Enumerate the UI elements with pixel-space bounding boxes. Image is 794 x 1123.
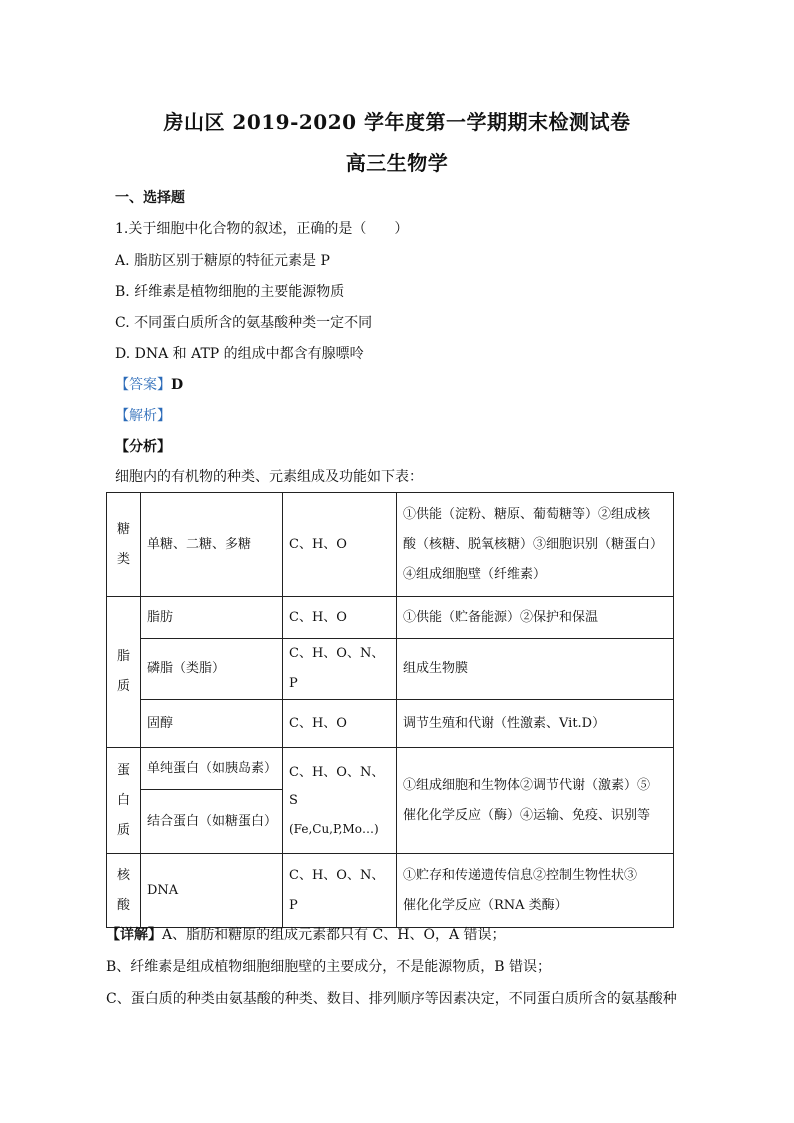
function-cell: 组成生物膜 (397, 639, 674, 700)
answer-value: D (171, 377, 184, 393)
elements-cell: C、H、O (283, 700, 397, 748)
answer-line (115, 374, 183, 394)
detail-line-c: C、蛋白质的种类由氨基酸的种类、数目、排列顺序等因素决定，不同蛋白质所含的氨基酸种 (106, 991, 677, 1007)
function-cell: 调节生殖和代谢（性激素、Vit.D） (397, 700, 674, 748)
name-cell: 单糖、二糖、多糖 (141, 493, 283, 597)
function-cell: ①供能（淀粉、糖原、葡萄糖等）②组成核 酸（核糖、脱氧核糖）③细胞识别（糖蛋白） ④组成细胞壁（纤维素） (397, 493, 674, 597)
organic-compounds-table (106, 492, 674, 928)
elements-cell: C、H、O (283, 493, 397, 597)
category-cell-sugar: 糖 类 (107, 493, 141, 597)
name-cell: DNA (141, 854, 283, 928)
option-b: B. 纤维素是植物细胞的主要能源物质 (115, 284, 345, 300)
name-cell: 单纯蛋白（如胰岛素） (141, 748, 283, 790)
analysis-sub-label: 【分析】 (115, 439, 171, 455)
function-cell: ①组成细胞和生物体②调节代谢（激素）⑤ 催化化学反应（酶）④运输、免疫、识别等 (397, 748, 674, 854)
answer-label: 【答案】 (115, 377, 171, 393)
table-row (107, 597, 674, 639)
question-stem: 1.关于细胞中化合物的叙述，正确的是（ ） (115, 221, 409, 237)
elements-cell: C、H、O、N、P (283, 639, 397, 700)
detail-line-a: 【详解】A、脂肪和糖原的组成元素都只有 C、H、O，A 错误； (106, 927, 506, 943)
elements-cell: C、H、O (283, 597, 397, 639)
name-cell: 磷脂（类脂） (141, 639, 283, 700)
document-title: 房山区 2019-2020 学年度第一学期期末检测试卷 (163, 110, 631, 134)
analysis-label: 【解析】 (115, 408, 171, 424)
elements-cell: C、H、O、N、S (Fe,Cu,P,Mo…) (283, 748, 397, 854)
category-cell-nucleic: 核 酸 (107, 854, 141, 928)
option-c: C. 不同蛋白质所含的氨基酸种类一定不同 (115, 315, 373, 331)
table-row (107, 748, 674, 790)
detail-label: 【详解】 (106, 927, 162, 943)
analysis-intro: 细胞内的有机物的种类、元素组成及功能如下表： (115, 469, 423, 485)
document-subtitle: 高三生物学 (345, 151, 449, 175)
function-cell: ①供能（贮备能源）②保护和保温 (397, 597, 674, 639)
name-cell: 脂肪 (141, 597, 283, 639)
table-row (107, 854, 674, 928)
section-heading: 一、选择题 (115, 190, 185, 206)
detail-line-b: B、纤维素是组成植物细胞细胞壁的主要成分，不是能源物质，B 错误； (106, 959, 552, 975)
name-cell: 结合蛋白（如糖蛋白） (141, 790, 283, 854)
elements-cell: C、H、O、N、P (283, 854, 397, 928)
category-cell-protein: 蛋 白 质 (107, 748, 141, 854)
function-cell: ①贮存和传递遗传信息②控制生物性状③ 催化化学反应（RNA 类酶） (397, 854, 674, 928)
table-row (107, 639, 674, 700)
category-cell-lipid: 脂 质 (107, 597, 141, 748)
option-a: A. 脂肪区别于糖原的特征元素是 P (115, 253, 330, 269)
option-d: D. DNA 和 ATP 的组成中都含有腺嘌呤 (115, 346, 364, 362)
table-row (107, 493, 674, 597)
name-cell: 固醇 (141, 700, 283, 748)
table-row (107, 700, 674, 748)
